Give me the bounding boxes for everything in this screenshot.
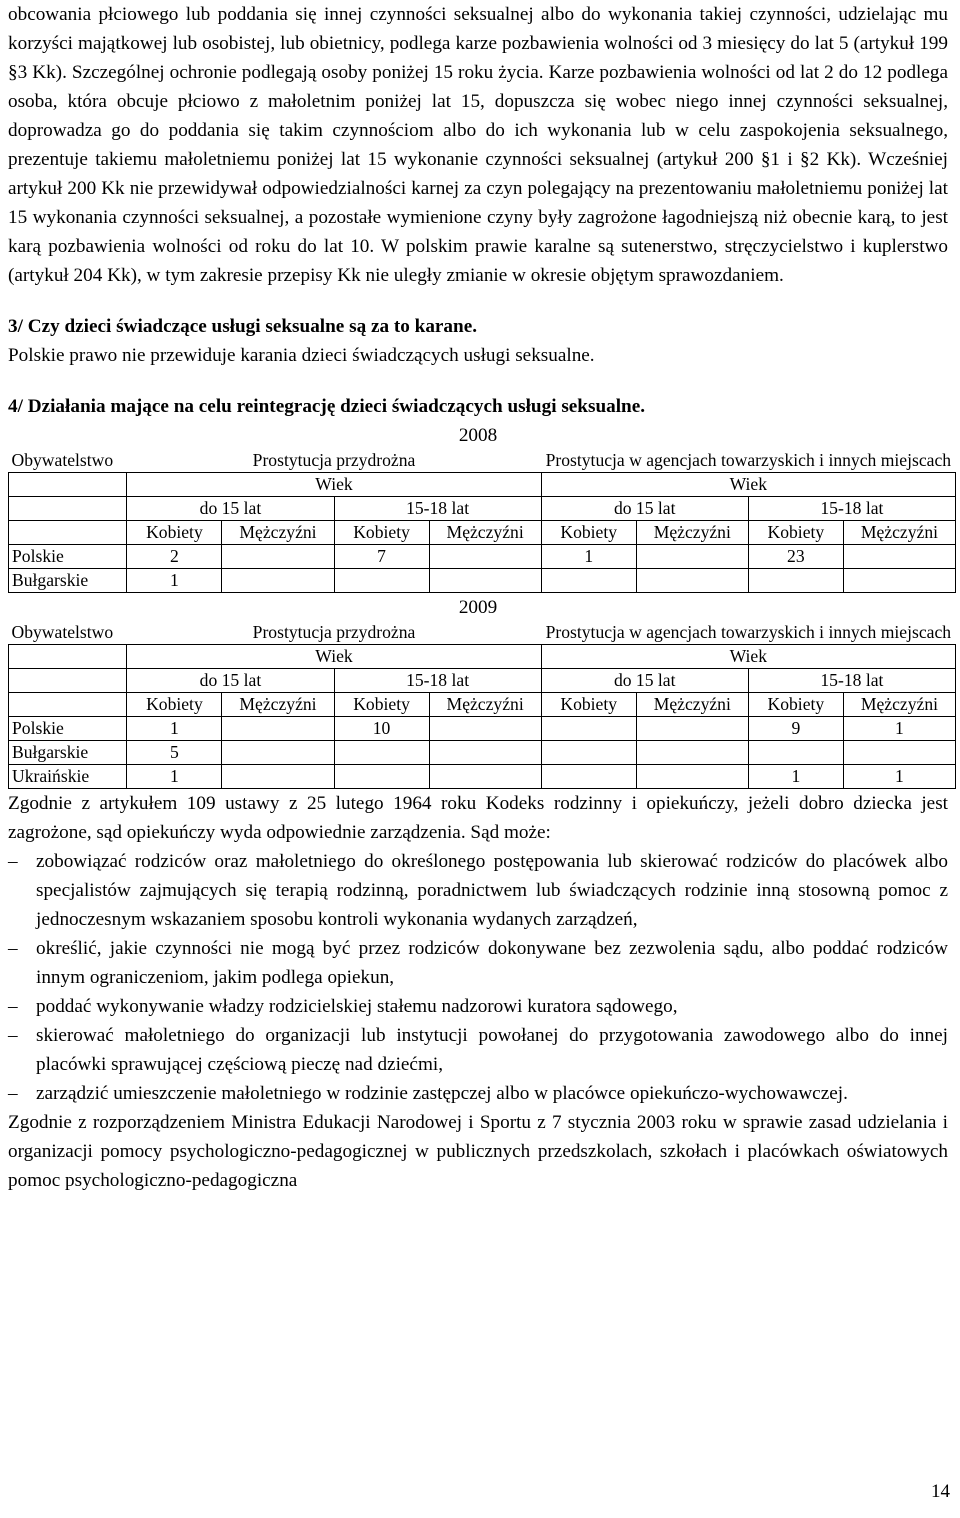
table-cell — [222, 545, 334, 569]
column-header-men: Mężczyźni — [222, 693, 334, 717]
table-cell — [429, 765, 541, 789]
table-cell — [636, 545, 748, 569]
empty-cell — [9, 497, 127, 521]
paragraph-article-199-200: obcowania płciowego lub poddania się innej czynności seksualnej albo do wykonania takiej czynności, udzielając mu korzyści majątkowej lub osobistej, lub obietnicy, podlega karze pozbawienia wolności od 3 miesięcy do lat 5 (artykuł 199 §3 Kk). Szczególnej ochronie podlegają osoby poniżej 15 roku życia. Karze pozbawienia wolności od lat 2 do 12 podlega osoba, która obcuje płciowo z małoletnim poniżej lat 15, dopuszcza się wobec niego innej czynności seksualnej, doprowadza go do poddania się takim czynnościom albo do ich wykonania lub w celu zaspokojenia seksualnego, prezentuje takiemu małoletniemu poniżej lat 15 wykonanie czynności seksualnej (artykuł 200 §1 i §2 Kk). Wcześniej artykuł 200 Kk nie przewidywał odpowiedzialności karnej za czyn polegający na prezentowaniu małoletniemu poniżej lat 15 wykonania czynności seksualnej, a pozostałe wymienione czyny były zagrożone łagodniejszą niż obecnie karą, to jest karą pozbawienia wolności od roku do lat 10. W polskim prawie karalne są sutenerstwo, stręczycielstwo i kuplerstwo (artykuł 204 Kk), w tym zakresie przepisy Kk nie uległy zmianie w okresie objętym sprawozdaniem. — [8, 4, 948, 286]
column-header-women: Kobiety — [127, 693, 222, 717]
table-cell — [222, 569, 334, 593]
table-header-row — [9, 521, 956, 545]
table-header-row — [9, 645, 956, 669]
table-cell: 1 — [748, 765, 843, 789]
table-year-2009: 2009 — [458, 597, 498, 618]
column-header-roadside-prostitution: Prostytucja przydrożna — [252, 450, 416, 470]
table-cell — [541, 569, 636, 593]
column-header-men: Mężczyźni — [429, 693, 541, 717]
table-cell — [636, 765, 748, 789]
table-row — [9, 717, 956, 741]
row-label: Bułgarskie — [9, 741, 127, 765]
dash-bullet: – — [8, 1025, 18, 1046]
empty-cell — [9, 645, 127, 669]
table-cell: 1 — [127, 717, 222, 741]
column-header-15-18: 15-18 lat — [334, 669, 541, 693]
table-cell — [636, 569, 748, 593]
dash-bullet: – — [8, 1083, 18, 1104]
table-cell — [843, 545, 955, 569]
table-cell — [429, 569, 541, 593]
table-cell — [222, 741, 334, 765]
dash-bullet: – — [8, 996, 18, 1017]
table-header-row — [9, 497, 956, 521]
table-cell: 1 — [843, 765, 955, 789]
column-header-under-15: do 15 lat — [127, 497, 334, 521]
list-item-text: skierować małoletniego do organizacji lub instytucji powołanej do przygotowania zawodowego albo do innej placówki sprawującej częściową pieczę nad dziećmi, — [36, 1025, 948, 1075]
list-item-text: poddać wykonywanie władzy rodzicielskiej stałemu nadzorowi kuratora sądowego, — [36, 996, 678, 1017]
dash-bullet: – — [8, 851, 18, 872]
column-header-age: Wiek — [127, 473, 541, 497]
table-row — [9, 741, 956, 765]
table-cell: 1 — [127, 765, 222, 789]
empty-cell — [9, 693, 127, 717]
table-cell — [429, 717, 541, 741]
page-number: 14 — [931, 1481, 950, 1502]
row-label: Bułgarskie — [9, 569, 127, 593]
column-header-roadside-prostitution: Prostytucja przydrożna — [252, 622, 416, 642]
table-cell: 5 — [127, 741, 222, 765]
column-header-age: Wiek — [541, 645, 955, 669]
table-cell — [636, 717, 748, 741]
column-header-15-18: 15-18 lat — [748, 497, 955, 521]
table-year-2008: 2008 — [458, 425, 498, 446]
column-header-age: Wiek — [127, 645, 541, 669]
table-header-row — [9, 473, 956, 497]
table-cell — [334, 765, 429, 789]
table-cell — [748, 741, 843, 765]
column-header-women: Kobiety — [334, 693, 429, 717]
list-item — [8, 847, 948, 934]
table-header-row — [9, 669, 956, 693]
column-header-women: Kobiety — [541, 693, 636, 717]
table-cell — [334, 569, 429, 593]
column-header-under-15: do 15 lat — [541, 669, 748, 693]
list-item-text: określić, jakie czynności nie mogą być przez rodziców dokonywane bez zezwolenia sądu, albo poddać rodziców innym ograniczeniom, jakim podlega opiekun, — [36, 938, 948, 988]
table-cell — [222, 717, 334, 741]
paragraph-regulation: Zgodnie z rozporządzeniem Ministra Edukacji Narodowej i Sportu z 7 stycznia 2003 roku w sprawie zasad udzielania i organizacji pomocy psychologiczno-pedagogicznej w publicznych przedszkolach, szkołach i placówkach oświatowych pomoc psychologiczno-pedagogiczna — [8, 1112, 948, 1191]
column-header-women: Kobiety — [334, 521, 429, 545]
table-cell: 7 — [334, 545, 429, 569]
table-cell — [541, 717, 636, 741]
document-page — [8, 0, 952, 1195]
column-header-15-18: 15-18 lat — [748, 669, 955, 693]
empty-cell — [9, 521, 127, 545]
column-header-men: Mężczyźni — [429, 521, 541, 545]
table-cell — [843, 569, 955, 593]
table-cell: 1 — [843, 717, 955, 741]
column-header-under-15: do 15 lat — [127, 669, 334, 693]
dash-bullet: – — [8, 938, 18, 959]
table-header-row — [9, 621, 956, 645]
table-header-row — [9, 693, 956, 717]
column-header-men: Mężczyźni — [636, 521, 748, 545]
column-header-agency-prostitution: Prostytucja w agencjach towarzyskich i innych miejscach — [545, 622, 952, 642]
empty-cell — [9, 669, 127, 693]
table-row — [9, 545, 956, 569]
column-header-age: Wiek — [541, 473, 955, 497]
table-cell: 1 — [127, 569, 222, 593]
statistics-table-2008 — [8, 449, 956, 593]
list-item — [8, 992, 948, 1021]
column-header-men: Mężczyźni — [222, 521, 334, 545]
list-item — [8, 1079, 948, 1108]
column-header-men: Mężczyźni — [636, 693, 748, 717]
spacer — [8, 370, 948, 392]
table-cell — [843, 741, 955, 765]
paragraph-section-3: Polskie prawo nie przewiduje karania dzieci świadczących usługi seksualne. — [8, 345, 595, 366]
heading-section-4: 4/ Działania mające na celu reintegrację dzieci świadczących usługi seksualne. — [8, 396, 646, 417]
list-item-text: zobowiązać rodziców oraz małoletniego do określonego postępowania lub skierować rodziców do placówek albo specjalistów zajmujących się terapią rodzinną, poradnictwem lub świadczących rodzinie inną stosowną pomoc z jednoczesnym wskazaniem sposobu kontroli wykonania wydanych zarządzeń, — [36, 851, 948, 930]
empty-cell — [9, 473, 127, 497]
column-header-women: Kobiety — [748, 521, 843, 545]
table-cell — [541, 741, 636, 765]
column-header-agency-prostitution: Prostytucja w agencjach towarzyskich i innych miejscach — [545, 450, 952, 470]
table-header-row — [9, 449, 956, 473]
table-cell — [222, 765, 334, 789]
table-row — [9, 765, 956, 789]
table-cell — [334, 741, 429, 765]
row-label: Polskie — [9, 717, 127, 741]
column-header-men: Mężczyźni — [843, 693, 955, 717]
table-cell — [429, 545, 541, 569]
column-header-15-18: 15-18 lat — [334, 497, 541, 521]
table-cell: 23 — [748, 545, 843, 569]
column-header-citizenship: Obywatelstwo — [11, 450, 114, 470]
table-cell: 9 — [748, 717, 843, 741]
spacer — [8, 290, 948, 312]
column-header-citizenship: Obywatelstwo — [11, 622, 114, 642]
table-cell — [636, 741, 748, 765]
court-measures-list — [8, 847, 948, 1108]
table-cell: 1 — [541, 545, 636, 569]
heading-section-3: 3/ Czy dzieci świadczące usługi seksualne są za to karane. — [8, 316, 478, 337]
table-cell: 10 — [334, 717, 429, 741]
statistics-table-2009 — [8, 621, 956, 789]
list-item — [8, 934, 948, 992]
table-cell — [429, 741, 541, 765]
table-cell: 2 — [127, 545, 222, 569]
column-header-women: Kobiety — [127, 521, 222, 545]
table-cell — [541, 765, 636, 789]
table-cell — [748, 569, 843, 593]
list-item — [8, 1021, 948, 1079]
column-header-men: Mężczyźni — [843, 521, 955, 545]
column-header-women: Kobiety — [748, 693, 843, 717]
list-item-text: zarządzić umieszczenie małoletniego w rodzinie zastępczej albo w placówce opiekuńczo-wychowawczej. — [36, 1083, 848, 1104]
table-row — [9, 569, 956, 593]
row-label: Ukraińskie — [9, 765, 127, 789]
column-header-women: Kobiety — [541, 521, 636, 545]
row-label: Polskie — [9, 545, 127, 569]
column-header-under-15: do 15 lat — [541, 497, 748, 521]
paragraph-family-code: Zgodnie z artykułem 109 ustawy z 25 lutego 1964 roku Kodeks rodzinny i opiekuńczy, jeżeli dobro dziecka jest zagrożone, sąd opiekuńczy wyda odpowiednie zarządzenia. Sąd może: — [8, 793, 948, 843]
